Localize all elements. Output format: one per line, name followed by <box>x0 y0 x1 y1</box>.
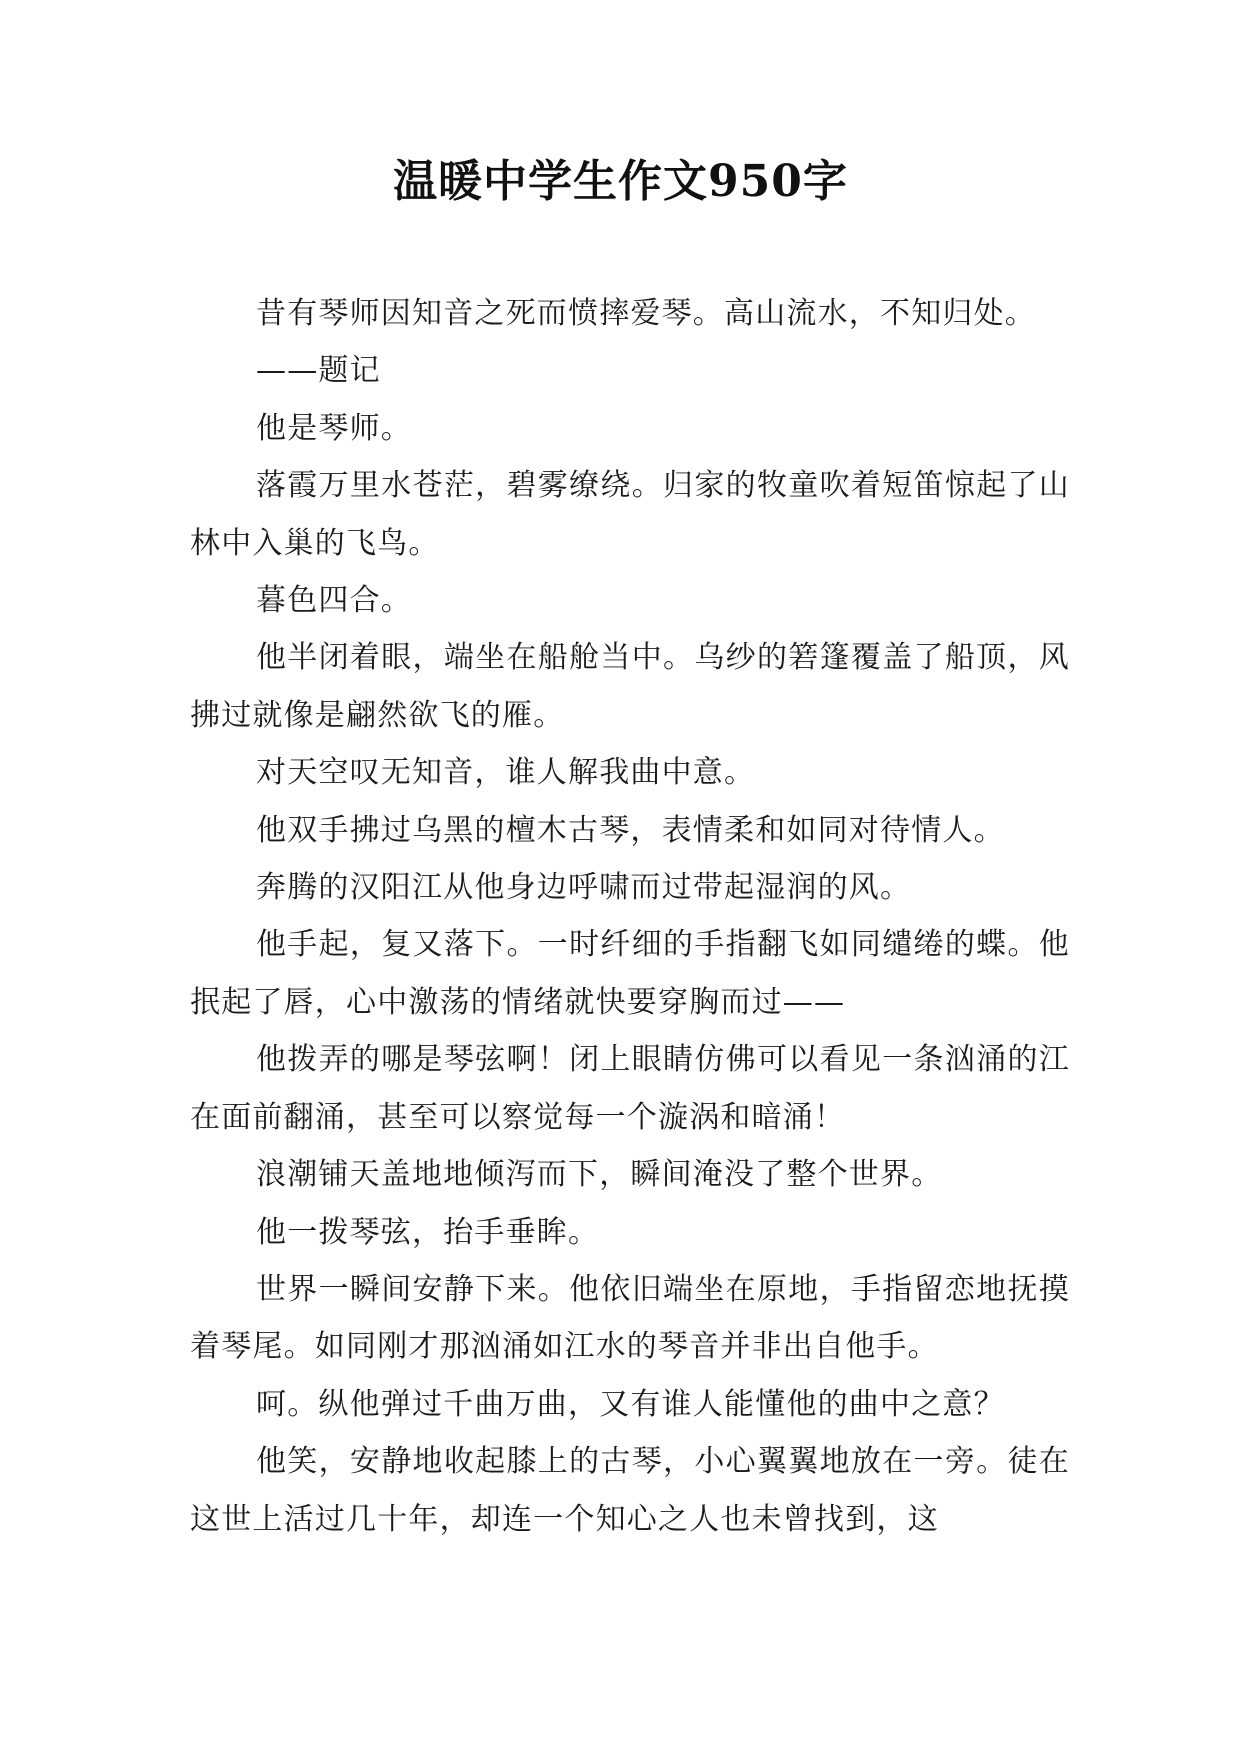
paragraph-8: 他双手拂过乌黑的檀木古琴，表情柔和如同对待情人。 <box>256 812 1005 848</box>
paragraph-13: 他一拨琴弦，抬手垂眸。 <box>256 1214 600 1250</box>
paragraph-7: 对天空叹无知音，谁人解我曲中意。 <box>256 755 756 791</box>
paragraph-16: 他笑，安静地收起膝上的古琴，小心翼翼地放在一旁。徒在这世上活过几十年，却连一个知心之人也未曾找到，这 <box>190 1444 1070 1537</box>
paragraph-6: 他半闭着眼，端坐在船舱当中。乌纱的箬篷覆盖了船顶，风拂过就像是翩然欲飞的雁。 <box>190 640 1070 733</box>
paragraph-4: 落霞万里水苍茫，碧雾缭绕。归家的牧童吹着短笛惊起了山林中入巢的飞鸟。 <box>190 468 1070 561</box>
paragraph-3: 他是琴师。 <box>256 410 412 446</box>
paragraph-5: 暮色四合。 <box>256 583 412 619</box>
paragraph-12: 浪潮铺天盖地地倾泻而下，瞬间淹没了整个世界。 <box>256 1157 943 1193</box>
paragraph-15: 呵。纵他弹过千曲万曲，又有谁人能懂他的曲中之意？ <box>256 1386 1005 1422</box>
document-title: 温暖中学生作文950字 <box>393 156 848 207</box>
paragraph-10: 他手起，复又落下。一时纤细的手指翻飞如同缱绻的蝶。他抿起了唇，心中激荡的情绪就快要穿胸而过—— <box>190 927 1070 1020</box>
paragraph-14: 世界一瞬间安静下来。他依旧端坐在原地，手指留恋地抚摸着琴尾。如同刚才那汹涌如江水的琴音并非出自他手。 <box>190 1271 1070 1365</box>
paragraph-11: 他拨弄的哪是琴弦啊！闭上眼睛仿佛可以看见一条汹涌的江在面前翻涌，甚至可以察觉每一个漩涡和暗涌！ <box>190 1042 1070 1135</box>
document-body <box>190 285 1070 1548</box>
paragraph-9: 奔腾的汉阳江从他身边呼啸而过带起湿润的风。 <box>256 870 912 906</box>
paragraph-2: ——题记 <box>256 353 381 389</box>
paragraph-1: 昔有琴师因知音之死而愤摔爱琴。高山流水，不知归处。 <box>256 296 1036 331</box>
